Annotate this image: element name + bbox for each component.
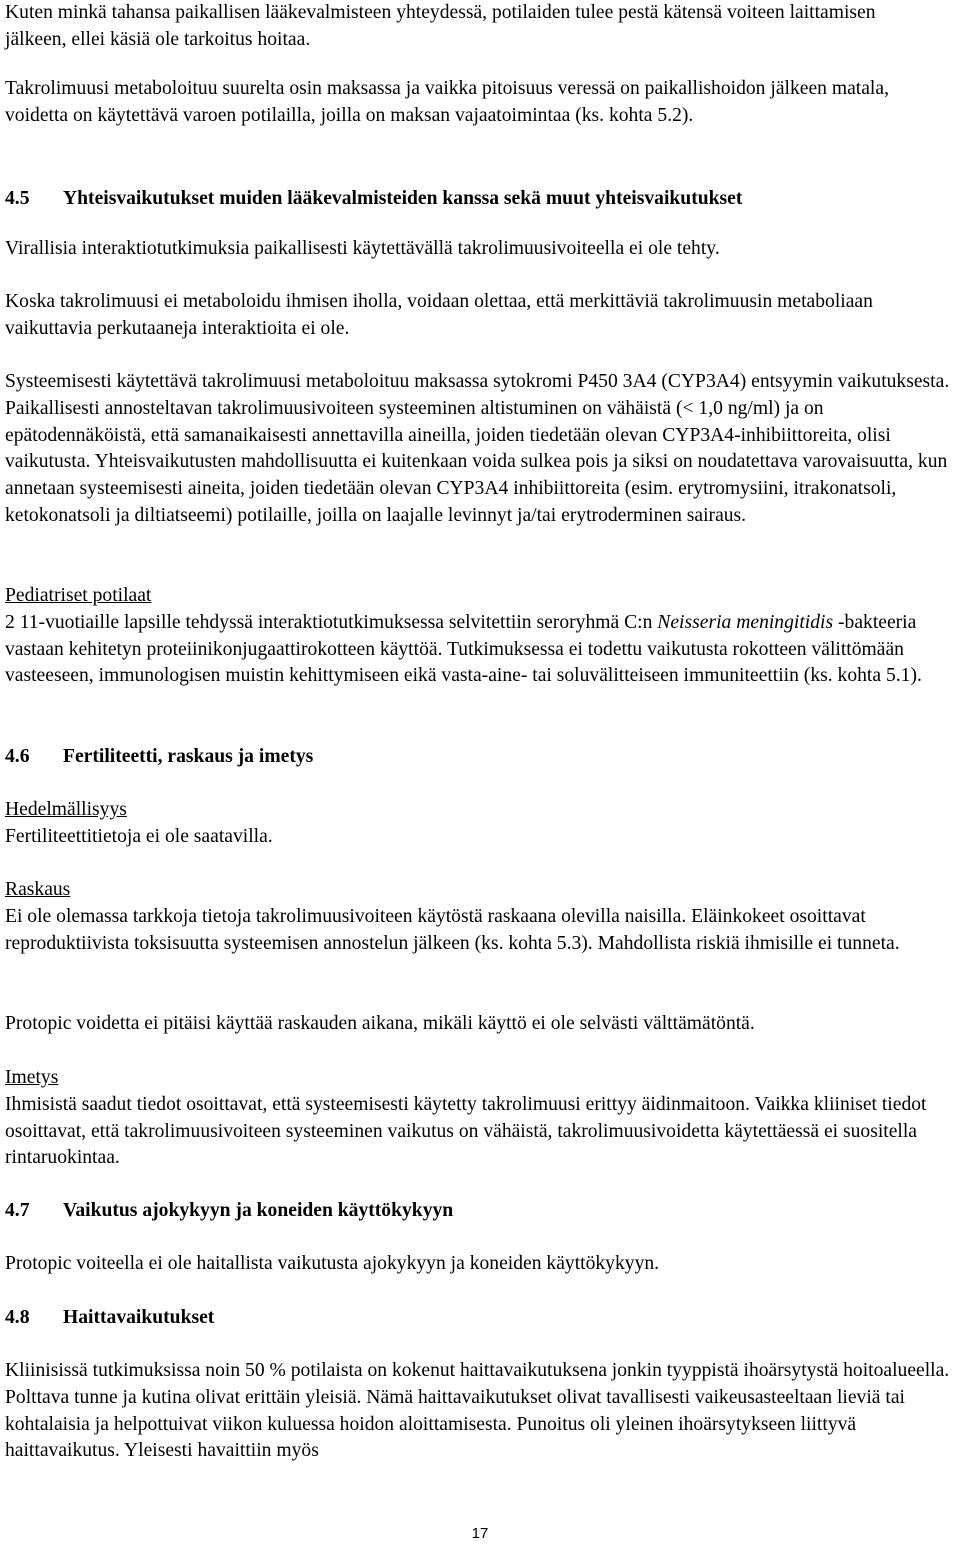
paragraph-hand-washing: Kuten minkä tahansa paikallisen lääkevalmisteen yhteydessä, potilaiden tulee pestä kätensä voiteen laittamisen jälkeen, ellei käsiä ole tarkoitus hoitaa. (5, 2, 876, 50)
paragraph-protopic-pregnancy: Protopic voidetta ei pitäisi käyttää raskauden aikana, mikäli käyttö ei ole selvästi välttämätöntä. (5, 1013, 755, 1034)
subheading-lactation: Imetys (5, 1067, 59, 1088)
section-number: 4.7 (5, 1200, 30, 1221)
section-heading-4-6 (5, 744, 313, 771)
fertility-block (5, 797, 955, 851)
section-heading-4-7 (5, 1198, 453, 1225)
pediatric-text-a: 2 11-vuotiaille lapsille tehdyssä interaktiotutkimuksessa selvitettiin seroryhmä C:n (5, 611, 658, 633)
section-number: 4.8 (5, 1307, 30, 1328)
subheading-fertility: Hedelmällisyys (5, 799, 127, 820)
lactation-block (5, 1065, 960, 1172)
paragraph-adverse-effects: Kliinisissä tutkimuksissa noin 50 % potilaista on kokenut haittavaikutuksena jonkin tyyppistä ihoärsytystä hoitoalueella. Polttava tunne ja kutina olivat erittäin yleisiä. Nämä haittavaikutukset olivat tavallisesti vaikeusasteeltaan lieviä tai kohtalaisia ja helpottuivat viikon kuluessa hoidon aloittamisesta. Punoitus oli yleinen ihoärsytykseen liittyvä haittavaikutus. Yleisesti havaittiin myös (5, 1360, 950, 1462)
section-number: 4.5 (5, 188, 30, 209)
pediatric-text-b: -bakteeria vastaan kehitetyn proteiinikonjugaattirokotteen käyttöä. Tutkimuksessa ei todettu vaikutusta rokotteen välittömään vasteeseen, immunologisen muistin kehittymiseen eikä vasta-aine- tai soluvälitteiseen immuniteettiin (ks. kohta 5.1). (5, 611, 922, 687)
pediatric-block (5, 583, 955, 690)
page-number: 17 (471, 1525, 489, 1542)
pregnancy-block (5, 877, 940, 957)
section-title: Yhteisvaikutukset muiden lääkevalmisteiden kanssa sekä muut yhteisvaikutukset (63, 188, 743, 209)
section-title: Vaikutus ajokykyyn ja koneiden käyttökykyyn (63, 1200, 454, 1221)
paragraph-interaction-studies: Virallisia interaktiotutkimuksia paikallisesti käytettävällä takrolimuusivoiteella ei ole tehty. (5, 238, 720, 259)
subheading-pregnancy: Raskaus (5, 879, 71, 900)
subheading-pediatric: Pediatriset potilaat (5, 585, 152, 606)
pediatric-italic: Neisseria meningitidis (657, 611, 834, 633)
section-heading-4-5 (5, 186, 742, 213)
paragraph-fertility: Fertiliteettitietoja ei ole saatavilla. (5, 825, 273, 847)
paragraph-pregnancy: Ei ole olemassa tarkkoja tietoja takrolimuusivoiteen käytöstä raskaana olevilla naisilla. Eläinkokeet osoittavat reproduktiivista toksisuutta systeemisen annostelun jälkeen (ks. kohta 5.3). Mahdollista riskiä ihmisille ei tunneta. (5, 905, 900, 954)
paragraph-cyp3a4: Systeemisesti käytettävä takrolimuusi metaboloituu maksassa sytokromi P450 3A4 (CYP3A4) entsyymin vaikutuksesta. Paikallisesti annosteltavan takrolimuusivoiteen systeeminen altistuminen on vähäistä (< 1,0 ng/ml) ja on epätodennäköistä, että samanaikaisesti annettavilla aineilla, joiden tiedetään olevan CYP3A4-inhibiittoreita, olisi vaikutusta. Yhteisvaikutusten mahdollisuutta ei kuitenkaan voida sulkea pois ja siksi on noudatettava varovaisuutta, kun annetaan systeemisesti aineita, joiden tiedetään olevan CYP3A4 inhibiittoreita (esim. erytromysiini, itrakonatsoli, ketokonatsoli ja diltiatseemi) potilaille, joilla on laajalle levinnyt ja/tai erytroderminen sairaus. (5, 371, 950, 526)
paragraph-liver-metabolism: Takrolimuusi metaboloituu suurelta osin maksassa ja vaikka pitoisuus veressä on paikallishoidon jälkeen matala, voidetta on käytettävä varoen potilailla, joilla on maksan vajaatoimintaa (ks. kohta 5.2). (5, 78, 889, 126)
paragraph-lactation: Ihmisistä saadut tiedot osoittavat, että systeemisesti käytetty takrolimuusi erittyy äidinmaitoon. Vaikka kliiniset tiedot osoittavat, että takrolimuusivoiteen systeeminen vaikutus on vähäistä, takrolimuusivoidetta käytettäessä ei suositella rintaruokintaa. (5, 1093, 927, 1169)
paragraph-pediatric (5, 610, 955, 690)
section-title: Haittavaikutukset (63, 1307, 215, 1328)
section-heading-4-8 (5, 1305, 214, 1332)
section-title: Fertiliteetti, raskaus ja imetys (63, 746, 314, 767)
paragraph-skin-metabolism: Koska takrolimuusi ei metaboloidu ihmisen iholla, voidaan olettaa, että merkittäviä takrolimuusin metaboliaan vaikuttavia perkutaaneja interaktioita ei ole. (5, 291, 873, 339)
section-number: 4.6 (5, 746, 30, 767)
paragraph-driving: Protopic voiteella ei ole haitallista vaikutusta ajokykyyn ja koneiden käyttökykyyn. (5, 1253, 660, 1274)
